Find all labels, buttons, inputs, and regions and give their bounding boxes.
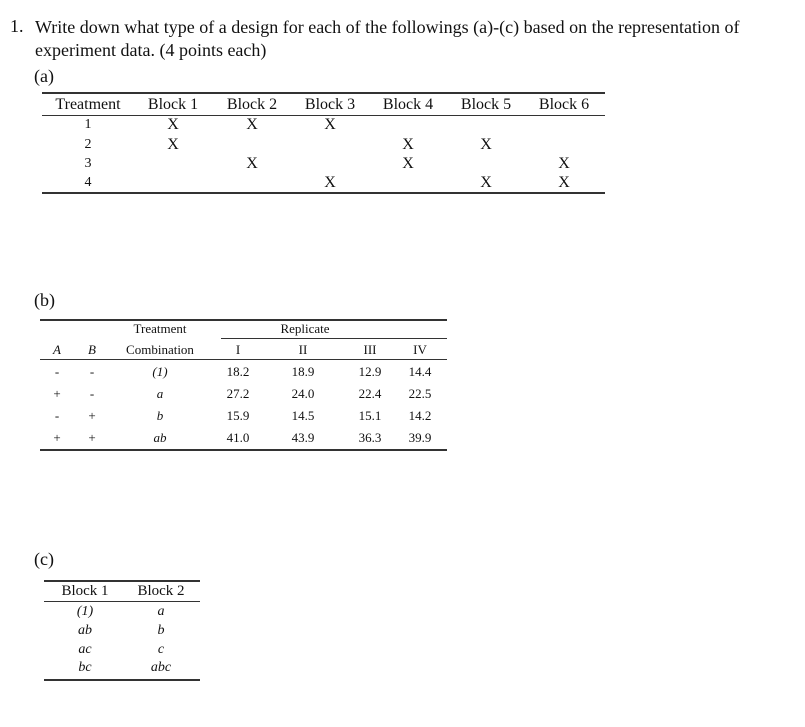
table-a-x-mark: X — [167, 116, 179, 133]
table-c-cell: ac — [78, 642, 92, 657]
table-a-treatment-header: Treatment — [55, 96, 121, 113]
table-a-treatment-number: 4 — [84, 175, 92, 190]
table-b-value: 18.2 — [226, 364, 250, 379]
table-a-x-mark: X — [558, 155, 570, 172]
table-a-bottom-rule — [42, 192, 605, 194]
table-b-value: 14.2 — [408, 408, 432, 423]
table-b-b-sign: + — [88, 408, 96, 423]
table-a-block-header: Block 6 — [538, 96, 590, 113]
table-b-combination: b — [156, 408, 164, 423]
table-b-value: 27.2 — [226, 386, 250, 401]
table-a-x-mark: X — [402, 136, 414, 153]
table-c-cell: c — [157, 642, 165, 657]
table-c-cell: ab — [78, 623, 92, 638]
table-c-block-1-header: Block 1 — [61, 583, 109, 599]
table-c-header-rule — [44, 601, 200, 602]
table-b-a-sign: - — [54, 408, 60, 423]
table-b-col-b-header: B — [88, 342, 96, 357]
table-c-cell: b — [157, 623, 165, 638]
part-c-label: (c) — [34, 549, 54, 569]
table-b-combination-header: Combination — [126, 342, 194, 357]
table-a-treatment-number: 2 — [84, 137, 92, 152]
question-number: 1. — [10, 16, 24, 36]
table-b-b-sign: - — [89, 364, 95, 379]
table-b-value: 15.9 — [226, 408, 250, 423]
table-b-b-sign: - — [89, 386, 95, 401]
table-a-x-mark: X — [246, 155, 258, 172]
table-a-x-mark: X — [324, 116, 336, 133]
table-a-x-mark: X — [558, 174, 570, 191]
table-b-value: 18.9 — [291, 364, 315, 379]
table-b-a-sign: + — [53, 430, 61, 445]
table-a-x-mark: X — [480, 136, 492, 153]
table-b-replicate-header: Replicate — [280, 321, 330, 336]
table-b-b-sign: + — [88, 430, 96, 445]
table-b-value: 22.4 — [358, 386, 382, 401]
table-b-value: 36.3 — [358, 430, 382, 445]
table-b-header-rule — [40, 359, 447, 360]
table-c-bottom-rule — [44, 679, 200, 681]
table-a-block-header: Block 1 — [147, 96, 199, 113]
table-b-a-sign: - — [54, 364, 60, 379]
table-b-bottom-rule — [40, 449, 447, 451]
table-b-rep-4-header: IV — [413, 342, 427, 357]
table-a-block-header: Block 4 — [382, 96, 434, 113]
table-c-cell: (1) — [76, 604, 94, 619]
table-c-block-2-header: Block 2 — [137, 583, 185, 599]
part-a-label: (a) — [34, 66, 54, 86]
table-a-x-mark: X — [167, 136, 179, 153]
table-b-top-rule — [40, 319, 447, 321]
table-a-x-mark: X — [402, 155, 414, 172]
table-a-block-header: Block 3 — [304, 96, 356, 113]
table-b-replicate-rule — [221, 338, 447, 339]
table-c-cell: abc — [150, 660, 172, 675]
part-b-label: (b) — [34, 290, 55, 310]
question-text: Write down what type of a design for each of the followings (a)-(c) based on the representation of experiment data. (4 points each) — [35, 17, 740, 60]
table-b-value: 12.9 — [358, 364, 382, 379]
table-b-rep-2-header: II — [298, 342, 308, 357]
table-b-value: 41.0 — [226, 430, 250, 445]
table-b-rep-3-header: III — [363, 342, 377, 357]
table-b-rep-1-header: I — [235, 342, 241, 357]
table-a-x-mark: X — [324, 174, 336, 191]
table-c-cell: a — [157, 604, 165, 619]
table-b-value: 22.5 — [408, 386, 432, 401]
table-b-combination: ab — [153, 430, 167, 445]
table-b-col-a-header: A — [53, 342, 61, 357]
table-b-value: 15.1 — [358, 408, 382, 423]
table-a-top-rule — [42, 92, 605, 94]
table-a-block-header: Block 5 — [460, 96, 512, 113]
table-a-treatment-number: 3 — [84, 156, 92, 171]
table-b-combination: a — [156, 386, 164, 401]
table-b-treatment-header: Treatment — [133, 321, 187, 336]
table-b-value: 24.0 — [291, 386, 315, 401]
table-b-a-sign: + — [53, 386, 61, 401]
table-c-top-rule — [44, 580, 200, 582]
table-b-combination: (1) — [152, 364, 168, 379]
table-a-block-header: Block 2 — [226, 96, 278, 113]
table-a-x-mark: X — [246, 116, 258, 133]
table-a-x-mark: X — [480, 174, 492, 191]
table-b-value: 14.4 — [408, 364, 432, 379]
table-b-value: 39.9 — [408, 430, 432, 445]
table-b-value: 43.9 — [291, 430, 315, 445]
table-b-value: 14.5 — [291, 408, 315, 423]
table-a-treatment-number: 1 — [84, 117, 92, 132]
table-c-cell: bc — [78, 660, 92, 675]
